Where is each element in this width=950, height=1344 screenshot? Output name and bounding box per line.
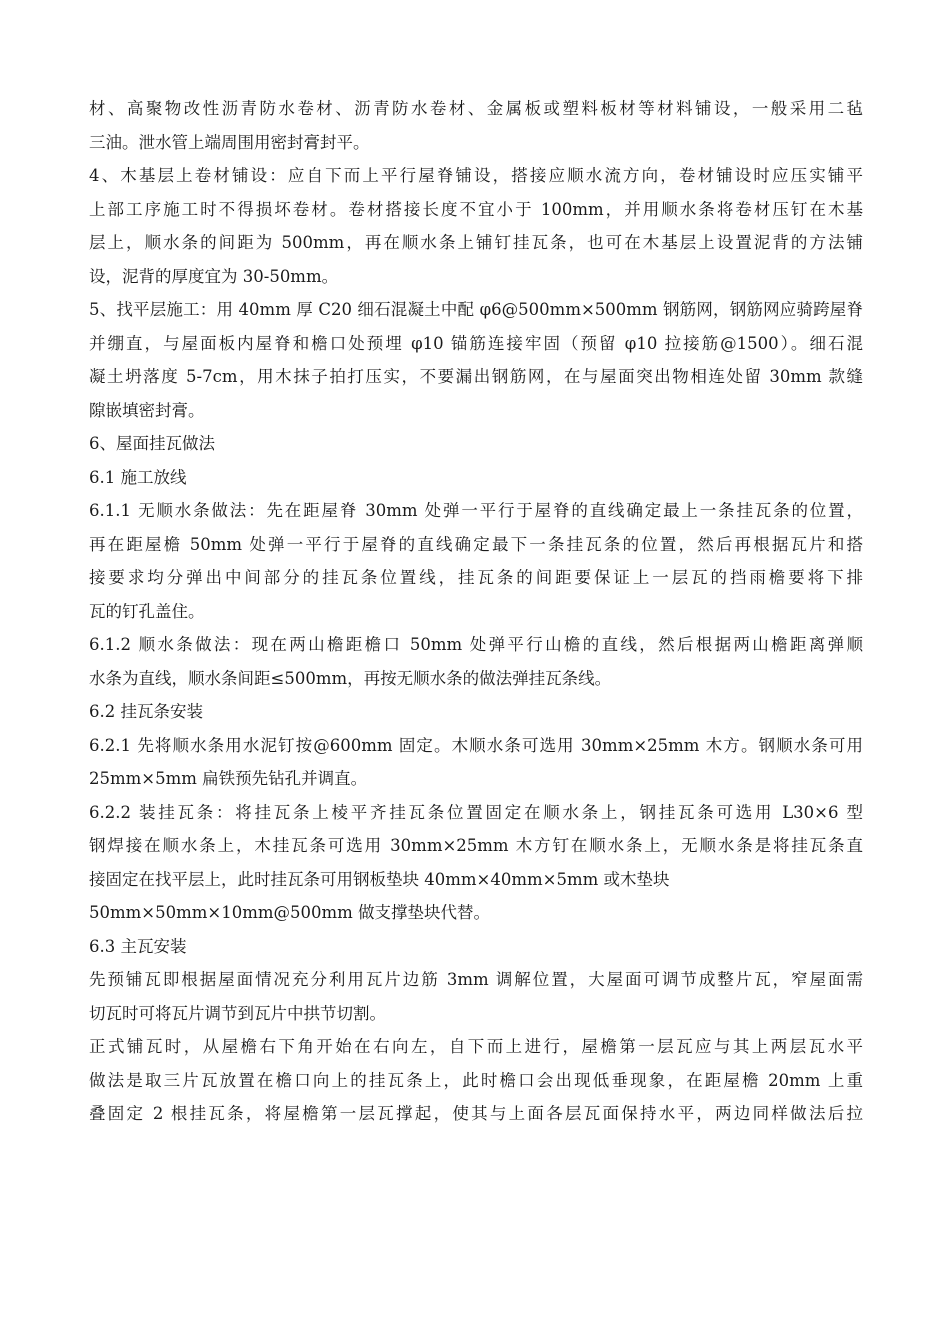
text-line: 先预铺瓦即根据屋面情况充分利用瓦片边筋 3mm 调解位置，大屋面可调节成整片瓦，窄屋面需 bbox=[89, 970, 863, 989]
text-line: 接要求均分弹出中间部分的挂瓦条位置线，挂瓦条的间距要保证上一层瓦的挡雨檐要将下排 bbox=[89, 568, 863, 587]
text-line: 50mm×50mm×10mm@500mm 做支撑垫块代替。 bbox=[89, 903, 491, 922]
text-line: 6.1.1 无顺水条做法：先在距屋脊 30mm 处弹一平行于屋脊的直线确定最上一条挂瓦条的位置， bbox=[89, 501, 863, 520]
text-line: 4、木基层上卷材铺设：应自下而上平行屋脊铺设，搭接应顺水流方向，卷材铺设时应压实铺平 bbox=[89, 166, 863, 185]
text-line: 6、屋面挂瓦做法 bbox=[89, 434, 215, 453]
text-line: 并绷直，与屋面板内屋脊和檐口处预埋 φ10 锚筋连接牢固（预留 φ10 拉接筋@1500）。细石混 bbox=[89, 333, 863, 353]
text-line: 6.2 挂瓦条安装 bbox=[89, 702, 203, 721]
text-line: 设，泥背的厚度宜为 30-50mm。 bbox=[89, 266, 339, 286]
text-line: 再在距屋檐 50mm 处弹一平行于屋脊的直线确定最下一条挂瓦条的位置，然后再根据瓦片和搭 bbox=[89, 534, 863, 554]
text-line: 隙嵌填密封膏。 bbox=[89, 400, 205, 420]
text-line: 材、高聚物改性沥青防水卷材、沥青防水卷材、金属板或塑料板材等材料铺设，一般采用二毡 bbox=[89, 99, 863, 118]
text-line: 层上，顺水条的间距为 500mm，再在顺水条上铺钉挂瓦条，也可在木基层上设置泥背的方法铺 bbox=[89, 233, 863, 252]
text-line: 6.2.2 装挂瓦条：将挂瓦条上棱平齐挂瓦条位置固定在顺水条上，钢挂瓦条可选用 L30×6 型 bbox=[89, 802, 863, 822]
text-line: 正式铺瓦时，从屋檐右下角开始在右向左，自下而上进行，屋檐第一层瓦应与其上两层瓦水平 bbox=[89, 1037, 863, 1056]
text-line: 三油。泄水管上端周围用密封膏封平。 bbox=[89, 132, 370, 152]
text-line: 切瓦时可将瓦片调节到瓦片中拱节切割。 bbox=[89, 1003, 386, 1023]
text-line: 钢焊接在顺水条上，木挂瓦条可选用 30mm×25mm 木方钉在顺水条上，无顺水条是将挂瓦条直 bbox=[89, 836, 863, 855]
text-line: 凝土坍落度 5-7cm，用木抹子拍打压实，不要漏出钢筋网，在与屋面突出物相连处留 30mm 款缝 bbox=[89, 367, 863, 386]
text-line: 叠固定 2 根挂瓦条，将屋檐第一层瓦撑起，使其与上面各层瓦面保持水平，两边同样做法后拉 bbox=[89, 1104, 863, 1123]
text-line: 6.2.1 先将顺水条用水泥钉按@600mm 固定。木顺水条可选用 30mm×25mm 木方。钢顺水条可用 bbox=[89, 735, 863, 755]
text-line: 水条为直线，顺水条间距≤500mm，再按无顺水条的做法弹挂瓦条线。 bbox=[89, 668, 612, 688]
text-line: 做法是取三片瓦放置在檐口向上的挂瓦条上，此时檐口会出现低垂现象，在距屋檐 20mm 上重 bbox=[89, 1070, 863, 1090]
text-line: 5、找平层施工：用 40mm 厚 C20 细石混凝土中配 φ6@500mm×500mm 钢筋网，钢筋网应骑跨屋脊 bbox=[89, 300, 863, 319]
text-line: 6.1 施工放线 bbox=[89, 467, 187, 487]
text-line: 6.3 主瓦安装 bbox=[89, 936, 187, 956]
text-line: 瓦的钉孔盖住。 bbox=[89, 601, 205, 621]
text-line: 上部工序施工时不得损坏卷材。卷材搭接长度不宜小于 100mm，并用顺水条将卷材压钉在木基 bbox=[89, 199, 863, 219]
text-line: 6.1.2 顺水条做法：现在两山檐距檐口 50mm 处弹平行山檐的直线，然后根据两山檐距离弹顺 bbox=[89, 635, 863, 654]
text-line: 接固定在找平层上，此时挂瓦条可用钢板垫块 40mm×40mm×5mm 或木垫块 bbox=[89, 869, 670, 889]
text-line: 25mm×5mm 扁铁预先钻孔并调直。 bbox=[89, 769, 368, 788]
document-page bbox=[89, 92, 863, 1131]
